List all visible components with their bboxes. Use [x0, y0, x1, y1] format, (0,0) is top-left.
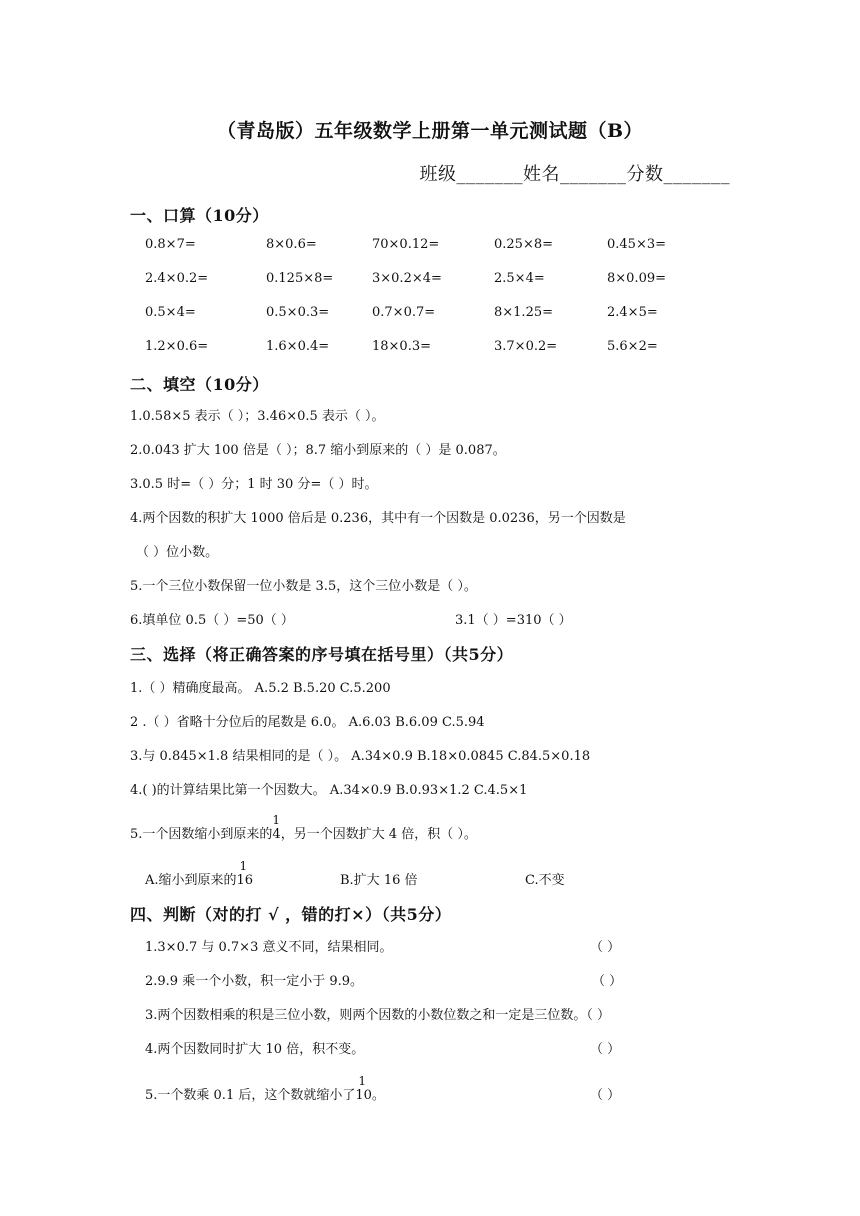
page-title: （青岛版）五年级数学上册第一单元测试题（B）	[216, 120, 644, 142]
oral-item: 8×1.25=	[494, 305, 554, 320]
fraction-denominator: 10	[355, 1088, 372, 1103]
fraction-numerator: 1	[358, 1074, 366, 1088]
oral-item: 8×0.6=	[266, 237, 317, 252]
oral-item: 0.5×4=	[145, 305, 196, 320]
choice-q5-option-b: B.扩大 16 倍	[340, 873, 418, 888]
judge-answer-4: （ ）	[590, 1042, 621, 1057]
judge-q5-prefix: 5.一个数乘 0.1 后，这个数就缩小了	[145, 1088, 356, 1103]
choice-q5-option-a	[145, 859, 254, 888]
oral-item: 5.6×2=	[607, 339, 658, 354]
option-a-text: A.缩小到原来的	[145, 873, 237, 888]
fill-question-5: 5.一个三位小数保留一位小数是 3.5，这个三位小数是（ ）。	[130, 579, 477, 594]
oral-item: 2.5×4=	[494, 271, 545, 286]
judge-answer-1: （ ）	[590, 940, 621, 955]
oral-item: 18×0.3=	[372, 339, 432, 354]
oral-item: 0.5×0.3=	[266, 305, 330, 320]
judge-question-3: 3.两个因数相乘的积是三位小数，则两个因数的小数位数之和一定是三位数。（ ）	[145, 1008, 611, 1023]
oral-item: 0.7×0.7=	[372, 305, 436, 320]
judge-question-1: 1.3×0.7 与 0.7×3 意义不同，结果相同。	[145, 940, 393, 955]
fill-question-2: 2.0.043 扩大 100 倍是（ ）；8.7 缩小到原来的（ ）是 0.087。	[130, 443, 506, 458]
student-info-line: 班级_______姓名_______分数_______	[419, 164, 730, 185]
oral-item: 0.25×8=	[494, 237, 554, 252]
oral-item: 2.4×0.2=	[145, 271, 209, 286]
judge-question-2: 2.9.9 乘一个小数，积一定小于 9.9。	[145, 974, 364, 989]
fraction-one-tenth	[355, 1074, 372, 1103]
oral-item: 2.4×5=	[607, 305, 658, 320]
oral-item: 0.8×7=	[145, 237, 196, 252]
fraction-numerator: 1	[272, 813, 281, 827]
oral-item: 8×0.09=	[607, 271, 667, 286]
oral-item: 0.45×3=	[607, 237, 667, 252]
choice-question-4: 4.( )的计算结果比第一个因数大。 A.34×0.9 B.0.93×1.2 C.4.5×1	[130, 783, 528, 798]
oral-item: 1.2×0.6=	[145, 339, 209, 354]
choice-q5-suffix: ，另一个因数扩大 4 倍，积（ ）。	[280, 827, 477, 842]
oral-item: 3.7×0.2=	[494, 339, 558, 354]
fill-question-6a: 6.填单位 0.5（ ）=50（ ）	[130, 613, 294, 628]
choice-question-1: 1.（ ）精确度最高。 A.5.2 B.5.20 C.5.200	[130, 681, 391, 696]
fill-question-4: 4.两个因数的积扩大 1000 倍后是 0.236，其中有一个因数是 0.0236，另一个因数是	[130, 511, 626, 526]
fill-question-3: 3.0.5 时=（ ）分；1 时 30 分=（ ）时。	[130, 477, 378, 492]
section-oral-heading: 一、口算（10分）	[130, 206, 269, 225]
oral-item: 3×0.2×4=	[372, 271, 442, 286]
choice-question-3: 3.与 0.845×1.8 结果相同的是（ ）。 A.34×0.9 B.18×0.0845 C.84.5×0.18	[130, 749, 591, 764]
judge-q5-suffix: 。	[371, 1088, 385, 1103]
section-judge-heading: 四、判断（对的打 √ ，错的打×）（共5分）	[130, 905, 452, 924]
fraction-one-sixteenth	[236, 859, 254, 888]
choice-question-5	[130, 813, 477, 842]
fill-question-1: 1.0.58×5 表示（ ）；3.46×0.5 表示（ ）。	[130, 409, 385, 424]
choice-question-2: 2 .（ ）省略十分位后的尾数是 6.0。 A.6.03 B.6.09 C.5.94	[130, 715, 485, 730]
fill-question-4-cont: （ ）位小数。	[136, 545, 219, 560]
choice-q5-prefix: 5.一个因数缩小到原来的	[130, 827, 273, 842]
judge-answer-5: （ ）	[590, 1088, 621, 1103]
fraction-denominator: 4	[272, 827, 281, 842]
section-fill-heading: 二、填空（10分）	[130, 375, 269, 394]
judge-question-5	[145, 1074, 385, 1103]
section-choice-heading: 三、选择（将正确答案的序号填在括号里）（共5分）	[130, 645, 514, 664]
fill-question-6b: 3.1（ ）=310（ ）	[455, 613, 572, 628]
fraction-numerator: 1	[239, 859, 248, 873]
oral-item: 1.6×0.4=	[266, 339, 330, 354]
oral-item: 0.125×8=	[266, 271, 334, 286]
fraction-one-quarter	[272, 813, 281, 842]
judge-answer-2: （ ）	[592, 974, 623, 989]
choice-q5-option-c: C.不变	[525, 873, 565, 888]
fraction-denominator: 16	[236, 873, 254, 888]
oral-item: 70×0.12=	[372, 237, 440, 252]
judge-question-4: 4.两个因数同时扩大 10 倍，积不变。	[145, 1042, 365, 1057]
